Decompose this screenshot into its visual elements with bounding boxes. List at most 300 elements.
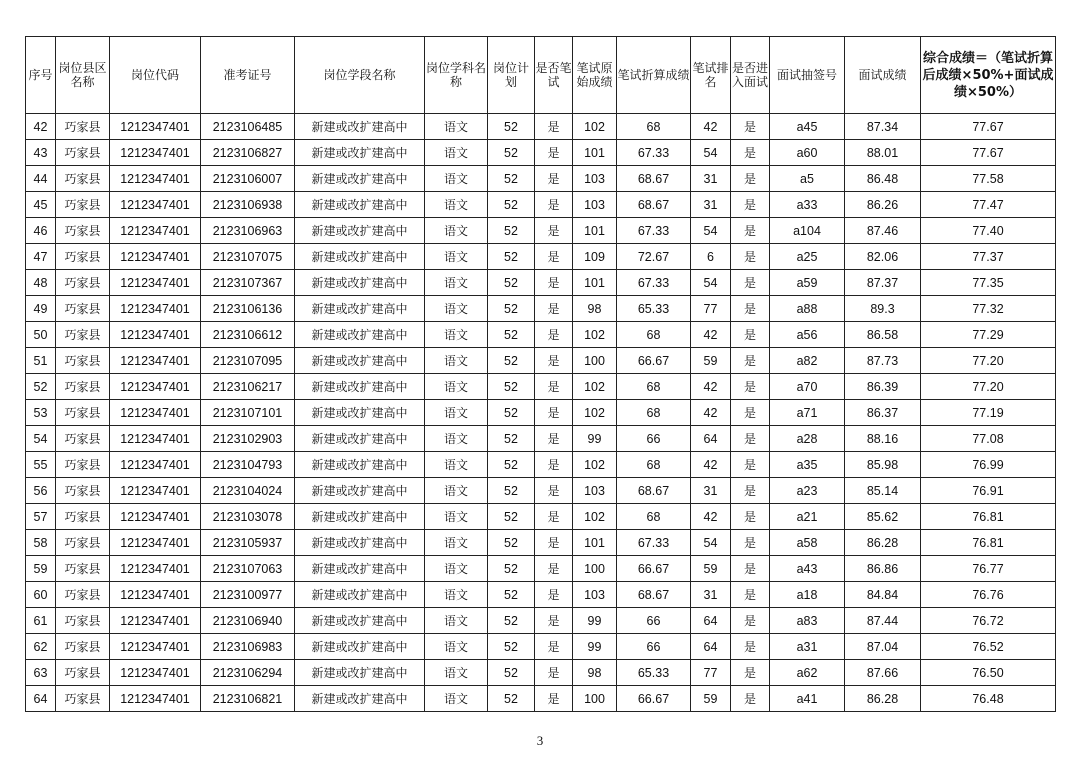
- row-number-cell: 53: [26, 400, 56, 426]
- written-converted-score-cell: 66: [617, 426, 691, 452]
- county-name-cell: 巧家县: [56, 322, 110, 348]
- exam-id-cell: 2123106938: [201, 192, 295, 218]
- exam-id-cell: 2123106983: [201, 634, 295, 660]
- written-exam-flag-cell: 是: [535, 556, 573, 582]
- post-subject-cell: 语文: [425, 374, 488, 400]
- post-plan-cell: 52: [488, 452, 535, 478]
- post-code-cell: 1212347401: [110, 530, 201, 556]
- header-cell: 岗位学段名称: [295, 37, 425, 114]
- post-stage-cell: 新建或改扩建高中: [295, 660, 425, 686]
- interview-score-cell: 86.28: [845, 530, 921, 556]
- written-converted-score-cell: 65.33: [617, 660, 691, 686]
- county-name-cell: 巧家县: [56, 556, 110, 582]
- post-plan-cell: 52: [488, 192, 535, 218]
- interview-flag-cell: 是: [731, 452, 770, 478]
- composite-score-cell: 76.50: [921, 660, 1056, 686]
- table-row: [26, 166, 1056, 192]
- header-cell: 是否进入面试: [731, 37, 770, 114]
- interview-lot-number-cell: a62: [770, 660, 845, 686]
- row-number-cell: 50: [26, 322, 56, 348]
- composite-score-cell: 77.58: [921, 166, 1056, 192]
- post-stage-cell: 新建或改扩建高中: [295, 634, 425, 660]
- post-stage-cell: 新建或改扩建高中: [295, 608, 425, 634]
- post-code-cell: 1212347401: [110, 166, 201, 192]
- written-converted-score-cell: 68: [617, 504, 691, 530]
- post-stage-cell: 新建或改扩建高中: [295, 322, 425, 348]
- post-code-cell: 1212347401: [110, 348, 201, 374]
- written-converted-score-cell: 66.67: [617, 556, 691, 582]
- written-raw-score-cell: 98: [573, 660, 617, 686]
- table-row: [26, 478, 1056, 504]
- composite-score-cell: 76.48: [921, 686, 1056, 712]
- post-subject-cell: 语文: [425, 296, 488, 322]
- post-plan-cell: 52: [488, 244, 535, 270]
- written-exam-flag-cell: 是: [535, 634, 573, 660]
- county-name-cell: 巧家县: [56, 296, 110, 322]
- interview-lot-number-cell: a71: [770, 400, 845, 426]
- post-plan-cell: 52: [488, 374, 535, 400]
- written-exam-flag-cell: 是: [535, 244, 573, 270]
- post-stage-cell: 新建或改扩建高中: [295, 218, 425, 244]
- post-plan-cell: 52: [488, 218, 535, 244]
- written-exam-flag-cell: 是: [535, 114, 573, 140]
- interview-score-cell: 86.48: [845, 166, 921, 192]
- interview-flag-cell: 是: [731, 166, 770, 192]
- row-number-cell: 49: [26, 296, 56, 322]
- written-converted-score-cell: 68.67: [617, 478, 691, 504]
- post-stage-cell: 新建或改扩建高中: [295, 400, 425, 426]
- exam-id-cell: 2123107101: [201, 400, 295, 426]
- written-exam-flag-cell: 是: [535, 348, 573, 374]
- written-rank-cell: 31: [691, 192, 731, 218]
- interview-lot-number-cell: a104: [770, 218, 845, 244]
- table-row: [26, 400, 1056, 426]
- interview-score-cell: 87.73: [845, 348, 921, 374]
- post-plan-cell: 52: [488, 400, 535, 426]
- header-cell: 岗位县区名称: [56, 37, 110, 114]
- interview-lot-number-cell: a88: [770, 296, 845, 322]
- row-number-cell: 60: [26, 582, 56, 608]
- post-code-cell: 1212347401: [110, 374, 201, 400]
- interview-flag-cell: 是: [731, 556, 770, 582]
- written-exam-flag-cell: 是: [535, 296, 573, 322]
- written-exam-flag-cell: 是: [535, 504, 573, 530]
- composite-score-cell: 77.37: [921, 244, 1056, 270]
- written-exam-flag-cell: 是: [535, 582, 573, 608]
- interview-lot-number-cell: a5: [770, 166, 845, 192]
- post-plan-cell: 52: [488, 582, 535, 608]
- interview-score-cell: 86.28: [845, 686, 921, 712]
- post-code-cell: 1212347401: [110, 686, 201, 712]
- post-code-cell: 1212347401: [110, 582, 201, 608]
- interview-score-cell: 88.01: [845, 140, 921, 166]
- written-converted-score-cell: 72.67: [617, 244, 691, 270]
- interview-score-cell: 87.34: [845, 114, 921, 140]
- written-converted-score-cell: 66: [617, 608, 691, 634]
- post-stage-cell: 新建或改扩建高中: [295, 686, 425, 712]
- post-stage-cell: 新建或改扩建高中: [295, 244, 425, 270]
- written-rank-cell: 42: [691, 504, 731, 530]
- post-plan-cell: 52: [488, 348, 535, 374]
- written-exam-flag-cell: 是: [535, 660, 573, 686]
- table-row: [26, 114, 1056, 140]
- post-plan-cell: 52: [488, 608, 535, 634]
- table-row: [26, 296, 1056, 322]
- post-plan-cell: 52: [488, 166, 535, 192]
- post-subject-cell: 语文: [425, 114, 488, 140]
- written-exam-flag-cell: 是: [535, 192, 573, 218]
- written-raw-score-cell: 98: [573, 296, 617, 322]
- exam-id-cell: 2123106827: [201, 140, 295, 166]
- post-stage-cell: 新建或改扩建高中: [295, 270, 425, 296]
- interview-flag-cell: 是: [731, 270, 770, 296]
- exam-id-cell: 2123107063: [201, 556, 295, 582]
- county-name-cell: 巧家县: [56, 244, 110, 270]
- post-subject-cell: 语文: [425, 166, 488, 192]
- post-code-cell: 1212347401: [110, 218, 201, 244]
- interview-flag-cell: 是: [731, 660, 770, 686]
- written-rank-cell: 77: [691, 660, 731, 686]
- written-raw-score-cell: 102: [573, 374, 617, 400]
- written-raw-score-cell: 102: [573, 322, 617, 348]
- interview-score-cell: 88.16: [845, 426, 921, 452]
- post-code-cell: 1212347401: [110, 634, 201, 660]
- county-name-cell: 巧家县: [56, 504, 110, 530]
- row-number-cell: 58: [26, 530, 56, 556]
- exam-id-cell: 2123104024: [201, 478, 295, 504]
- interview-lot-number-cell: a31: [770, 634, 845, 660]
- table-row: [26, 686, 1056, 712]
- post-subject-cell: 语文: [425, 504, 488, 530]
- row-number-cell: 43: [26, 140, 56, 166]
- written-converted-score-cell: 66.67: [617, 348, 691, 374]
- interview-lot-number-cell: a83: [770, 608, 845, 634]
- composite-score-cell: 77.47: [921, 192, 1056, 218]
- exam-id-cell: 2123102903: [201, 426, 295, 452]
- interview-flag-cell: 是: [731, 322, 770, 348]
- post-subject-cell: 语文: [425, 322, 488, 348]
- table-row: [26, 530, 1056, 556]
- post-subject-cell: 语文: [425, 582, 488, 608]
- row-number-cell: 51: [26, 348, 56, 374]
- written-exam-flag-cell: 是: [535, 374, 573, 400]
- written-exam-flag-cell: 是: [535, 218, 573, 244]
- exam-id-cell: 2123106963: [201, 218, 295, 244]
- header-cell: 面试抽签号: [770, 37, 845, 114]
- table-row: [26, 660, 1056, 686]
- post-plan-cell: 52: [488, 270, 535, 296]
- interview-score-cell: 87.04: [845, 634, 921, 660]
- post-subject-cell: 语文: [425, 426, 488, 452]
- interview-lot-number-cell: a60: [770, 140, 845, 166]
- composite-score-cell: 76.77: [921, 556, 1056, 582]
- interview-score-cell: 85.62: [845, 504, 921, 530]
- row-number-cell: 59: [26, 556, 56, 582]
- interview-score-cell: 87.66: [845, 660, 921, 686]
- county-name-cell: 巧家县: [56, 608, 110, 634]
- header-cell: 笔试折算成绩: [617, 37, 691, 114]
- page-number: 3: [536, 733, 544, 748]
- table-row: [26, 140, 1056, 166]
- interview-lot-number-cell: a43: [770, 556, 845, 582]
- county-name-cell: 巧家县: [56, 686, 110, 712]
- written-converted-score-cell: 68: [617, 400, 691, 426]
- written-raw-score-cell: 101: [573, 140, 617, 166]
- written-raw-score-cell: 101: [573, 218, 617, 244]
- post-code-cell: 1212347401: [110, 192, 201, 218]
- exam-id-cell: 2123106940: [201, 608, 295, 634]
- post-code-cell: 1212347401: [110, 114, 201, 140]
- table-row: [26, 426, 1056, 452]
- post-plan-cell: 52: [488, 478, 535, 504]
- interview-score-cell: 87.44: [845, 608, 921, 634]
- written-exam-flag-cell: 是: [535, 322, 573, 348]
- county-name-cell: 巧家县: [56, 114, 110, 140]
- county-name-cell: 巧家县: [56, 166, 110, 192]
- interview-flag-cell: 是: [731, 530, 770, 556]
- interview-score-cell: 84.84: [845, 582, 921, 608]
- written-raw-score-cell: 103: [573, 478, 617, 504]
- post-plan-cell: 52: [488, 634, 535, 660]
- exam-id-cell: 2123106136: [201, 296, 295, 322]
- written-rank-cell: 42: [691, 374, 731, 400]
- post-subject-cell: 语文: [425, 608, 488, 634]
- written-rank-cell: 77: [691, 296, 731, 322]
- row-number-cell: 52: [26, 374, 56, 400]
- written-converted-score-cell: 67.33: [617, 140, 691, 166]
- interview-score-cell: 85.98: [845, 452, 921, 478]
- post-subject-cell: 语文: [425, 634, 488, 660]
- county-name-cell: 巧家县: [56, 140, 110, 166]
- row-number-cell: 47: [26, 244, 56, 270]
- composite-score-cell: 77.35: [921, 270, 1056, 296]
- post-plan-cell: 52: [488, 686, 535, 712]
- post-subject-cell: 语文: [425, 192, 488, 218]
- written-raw-score-cell: 103: [573, 582, 617, 608]
- table-row: [26, 608, 1056, 634]
- post-code-cell: 1212347401: [110, 478, 201, 504]
- row-number-cell: 48: [26, 270, 56, 296]
- written-raw-score-cell: 102: [573, 400, 617, 426]
- composite-score-cell: 76.52: [921, 634, 1056, 660]
- exam-id-cell: 2123106294: [201, 660, 295, 686]
- post-subject-cell: 语文: [425, 660, 488, 686]
- post-code-cell: 1212347401: [110, 556, 201, 582]
- post-plan-cell: 52: [488, 322, 535, 348]
- row-number-cell: 54: [26, 426, 56, 452]
- county-name-cell: 巧家县: [56, 634, 110, 660]
- header-cell: 笔试原始成绩: [573, 37, 617, 114]
- row-number-cell: 63: [26, 660, 56, 686]
- exam-id-cell: 2123107075: [201, 244, 295, 270]
- written-raw-score-cell: 102: [573, 452, 617, 478]
- row-number-cell: 55: [26, 452, 56, 478]
- post-code-cell: 1212347401: [110, 270, 201, 296]
- post-subject-cell: 语文: [425, 348, 488, 374]
- county-name-cell: 巧家县: [56, 218, 110, 244]
- table-row: [26, 556, 1056, 582]
- interview-score-cell: 82.06: [845, 244, 921, 270]
- post-plan-cell: 52: [488, 296, 535, 322]
- written-rank-cell: 42: [691, 452, 731, 478]
- interview-flag-cell: 是: [731, 192, 770, 218]
- written-rank-cell: 54: [691, 530, 731, 556]
- post-stage-cell: 新建或改扩建高中: [295, 140, 425, 166]
- post-stage-cell: 新建或改扩建高中: [295, 504, 425, 530]
- interview-flag-cell: 是: [731, 114, 770, 140]
- written-rank-cell: 31: [691, 582, 731, 608]
- interview-score-cell: 86.26: [845, 192, 921, 218]
- exam-id-cell: 2123106007: [201, 166, 295, 192]
- written-raw-score-cell: 99: [573, 608, 617, 634]
- post-stage-cell: 新建或改扩建高中: [295, 426, 425, 452]
- written-rank-cell: 64: [691, 634, 731, 660]
- composite-score-cell: 76.81: [921, 504, 1056, 530]
- written-raw-score-cell: 100: [573, 348, 617, 374]
- table-row: [26, 504, 1056, 530]
- post-code-cell: 1212347401: [110, 660, 201, 686]
- written-exam-flag-cell: 是: [535, 686, 573, 712]
- interview-lot-number-cell: a33: [770, 192, 845, 218]
- post-code-cell: 1212347401: [110, 140, 201, 166]
- post-subject-cell: 语文: [425, 400, 488, 426]
- written-exam-flag-cell: 是: [535, 400, 573, 426]
- written-rank-cell: 6: [691, 244, 731, 270]
- header-cell-composite-score: 综合成绩＝（笔试折算后成绩×50%+面试成绩×50%）: [921, 37, 1056, 114]
- post-subject-cell: 语文: [425, 478, 488, 504]
- composite-score-cell: 76.99: [921, 452, 1056, 478]
- header-cell: 准考证号: [201, 37, 295, 114]
- written-rank-cell: 64: [691, 426, 731, 452]
- interview-flag-cell: 是: [731, 426, 770, 452]
- post-subject-cell: 语文: [425, 270, 488, 296]
- post-stage-cell: 新建或改扩建高中: [295, 582, 425, 608]
- post-code-cell: 1212347401: [110, 244, 201, 270]
- written-raw-score-cell: 99: [573, 634, 617, 660]
- post-code-cell: 1212347401: [110, 608, 201, 634]
- written-rank-cell: 59: [691, 686, 731, 712]
- written-converted-score-cell: 65.33: [617, 296, 691, 322]
- table-row: [26, 582, 1056, 608]
- composite-score-cell: 76.76: [921, 582, 1056, 608]
- interview-flag-cell: 是: [731, 582, 770, 608]
- table-row: [26, 322, 1056, 348]
- composite-score-cell: 77.29: [921, 322, 1056, 348]
- header-cell: 是否笔试: [535, 37, 573, 114]
- exam-id-cell: 2123106612: [201, 322, 295, 348]
- post-plan-cell: 52: [488, 140, 535, 166]
- post-code-cell: 1212347401: [110, 400, 201, 426]
- written-exam-flag-cell: 是: [535, 530, 573, 556]
- interview-lot-number-cell: a25: [770, 244, 845, 270]
- table-row: [26, 270, 1056, 296]
- county-name-cell: 巧家县: [56, 530, 110, 556]
- county-name-cell: 巧家县: [56, 426, 110, 452]
- row-number-cell: 64: [26, 686, 56, 712]
- written-raw-score-cell: 99: [573, 426, 617, 452]
- exam-id-cell: 2123103078: [201, 504, 295, 530]
- exam-id-cell: 2123100977: [201, 582, 295, 608]
- written-rank-cell: 54: [691, 218, 731, 244]
- county-name-cell: 巧家县: [56, 582, 110, 608]
- written-raw-score-cell: 103: [573, 166, 617, 192]
- row-number-cell: 44: [26, 166, 56, 192]
- header-cell: 序号: [26, 37, 56, 114]
- post-code-cell: 1212347401: [110, 322, 201, 348]
- post-stage-cell: 新建或改扩建高中: [295, 556, 425, 582]
- row-number-cell: 62: [26, 634, 56, 660]
- written-rank-cell: 31: [691, 478, 731, 504]
- interview-lot-number-cell: a56: [770, 322, 845, 348]
- interview-score-cell: 86.86: [845, 556, 921, 582]
- written-raw-score-cell: 100: [573, 686, 617, 712]
- header-cell: 面试成绩: [845, 37, 921, 114]
- header-row: [26, 37, 1056, 114]
- exam-id-cell: 2123105937: [201, 530, 295, 556]
- post-stage-cell: 新建或改扩建高中: [295, 114, 425, 140]
- written-raw-score-cell: 100: [573, 556, 617, 582]
- interview-lot-number-cell: a82: [770, 348, 845, 374]
- post-subject-cell: 语文: [425, 452, 488, 478]
- written-rank-cell: 31: [691, 166, 731, 192]
- written-rank-cell: 59: [691, 556, 731, 582]
- interview-score-cell: 89.3: [845, 296, 921, 322]
- written-exam-flag-cell: 是: [535, 166, 573, 192]
- post-code-cell: 1212347401: [110, 452, 201, 478]
- post-subject-cell: 语文: [425, 218, 488, 244]
- written-converted-score-cell: 68: [617, 322, 691, 348]
- composite-score-cell: 77.40: [921, 218, 1056, 244]
- interview-flag-cell: 是: [731, 374, 770, 400]
- exam-id-cell: 2123107367: [201, 270, 295, 296]
- interview-flag-cell: 是: [731, 608, 770, 634]
- post-stage-cell: 新建或改扩建高中: [295, 452, 425, 478]
- interview-lot-number-cell: a28: [770, 426, 845, 452]
- written-raw-score-cell: 101: [573, 530, 617, 556]
- county-name-cell: 巧家县: [56, 374, 110, 400]
- interview-score-cell: 87.37: [845, 270, 921, 296]
- written-converted-score-cell: 67.33: [617, 270, 691, 296]
- written-rank-cell: 42: [691, 400, 731, 426]
- composite-score-cell: 77.08: [921, 426, 1056, 452]
- written-converted-score-cell: 67.33: [617, 218, 691, 244]
- county-name-cell: 巧家县: [56, 452, 110, 478]
- post-subject-cell: 语文: [425, 244, 488, 270]
- composite-score-cell: 77.67: [921, 140, 1056, 166]
- exam-id-cell: 2123106485: [201, 114, 295, 140]
- composite-score-cell: 77.20: [921, 374, 1056, 400]
- table-row: [26, 192, 1056, 218]
- written-converted-score-cell: 68.67: [617, 166, 691, 192]
- composite-score-cell: 76.91: [921, 478, 1056, 504]
- post-plan-cell: 52: [488, 426, 535, 452]
- county-name-cell: 巧家县: [56, 192, 110, 218]
- written-exam-flag-cell: 是: [535, 426, 573, 452]
- written-converted-score-cell: 68: [617, 452, 691, 478]
- post-plan-cell: 52: [488, 504, 535, 530]
- composite-score-cell: 77.20: [921, 348, 1056, 374]
- written-converted-score-cell: 68.67: [617, 582, 691, 608]
- post-subject-cell: 语文: [425, 140, 488, 166]
- written-raw-score-cell: 101: [573, 270, 617, 296]
- post-code-cell: 1212347401: [110, 296, 201, 322]
- written-exam-flag-cell: 是: [535, 452, 573, 478]
- composite-score-cell: 77.67: [921, 114, 1056, 140]
- exam-id-cell: 2123104793: [201, 452, 295, 478]
- row-number-cell: 46: [26, 218, 56, 244]
- county-name-cell: 巧家县: [56, 400, 110, 426]
- written-converted-score-cell: 68: [617, 114, 691, 140]
